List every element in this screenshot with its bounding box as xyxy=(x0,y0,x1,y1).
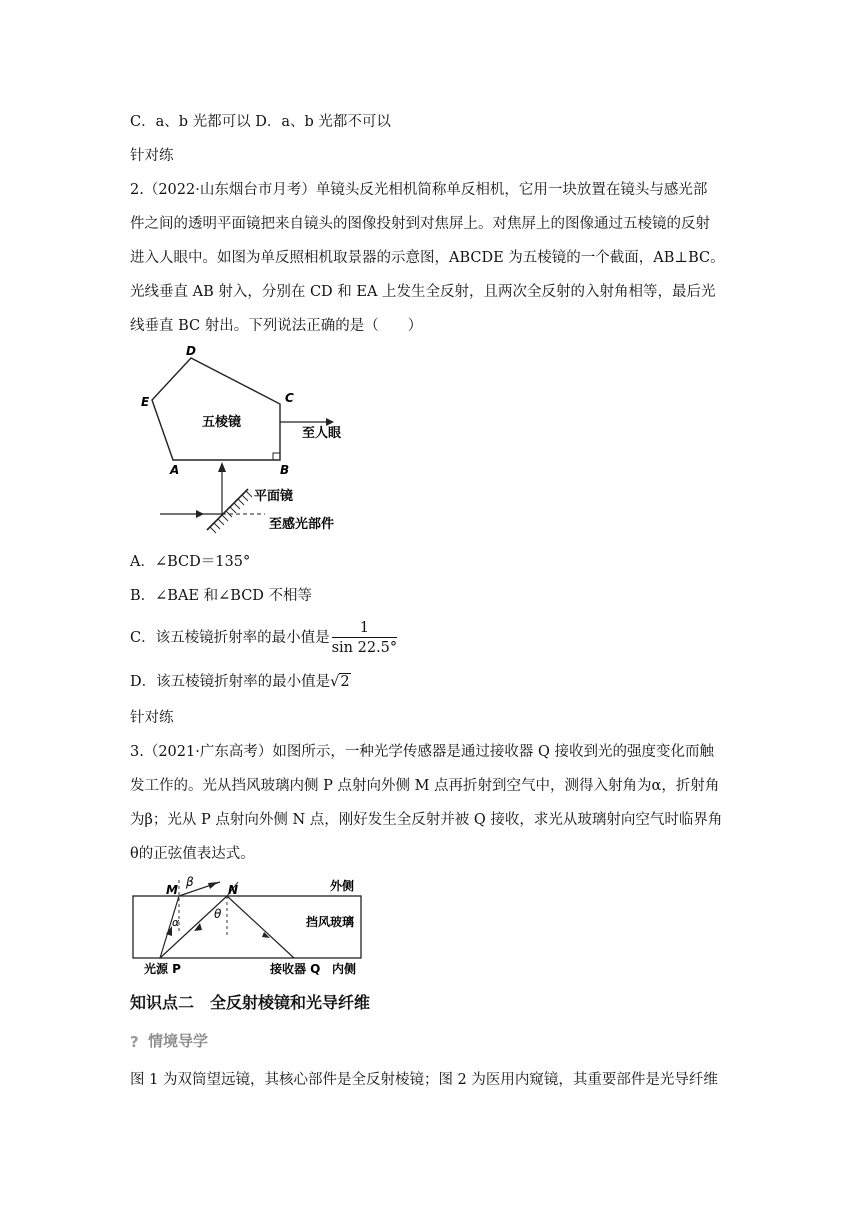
label-C: C xyxy=(285,391,294,405)
q2-line-4: 光线垂直 AB 射入，分别在 CD 和 EA 上发生全反射，且两次全反射的入射角相等，最后光 xyxy=(130,284,716,300)
label-outer: 外侧 xyxy=(330,879,355,893)
label-alpha: α xyxy=(172,916,180,929)
q2-option-c-text: C．该五棱镜折射率的最小值是 xyxy=(130,630,330,646)
fraction xyxy=(332,619,398,658)
pentaprism-diagram xyxy=(130,342,390,542)
sqrt-expression: √2 xyxy=(330,674,350,690)
sensor-label: 至感光部件 xyxy=(269,517,335,532)
label-B: B xyxy=(280,463,290,477)
label-M: M xyxy=(166,883,178,897)
q3-line-3: 为β；光从 P 点射向外侧 N 点，刚好发生全反射并被 Q 接收，求光从玻璃射向空气时临界角 xyxy=(130,812,723,828)
q2-line-2: 件之间的透明平面镜把来自镜头的图像投射到对焦屏上。对焦屏上的图像通过五棱镜的反射 xyxy=(130,216,710,232)
options-line-prev: C．a、b 光都可以 D．a、b 光都不可以 xyxy=(130,114,391,130)
q2-option-c xyxy=(130,618,397,658)
label-theta: θ xyxy=(214,907,222,921)
practice-label: 针对练 xyxy=(130,148,174,164)
section-title: 知识点二 全反射棱镜和光导纤维 xyxy=(130,993,371,1012)
label-A: A xyxy=(170,463,180,477)
q3-line-2: 发工作的。光从挡风玻璃内侧 P 点射向外侧 M 点再折射到空气中，测得入射角为α，折射角 xyxy=(130,778,720,794)
label-D: D xyxy=(186,344,196,358)
fraction-denominator: sin 22.5° xyxy=(331,639,398,656)
q2-line-3: 进入人眼中。如图为单反照相机取景器的示意图，ABCDE 为五棱镜的一个截面，AB⊥BC。 xyxy=(130,250,725,266)
q2-line-1: 2.（2022·山东烟台市月考）单镜头反光相机简称单反相机，它用一块放置在镜头与感光部 xyxy=(130,182,708,198)
body-text-line: 图 1 为双筒望远镜，其核心部件是全反射棱镜；图 2 为医用内窥镜，其重要部件是光导纤维 xyxy=(130,1072,718,1088)
label-E: E xyxy=(141,395,150,409)
guide-heading xyxy=(130,1030,208,1051)
label-source: 光源 P xyxy=(144,962,181,976)
eye-label: 至人眼 xyxy=(302,426,342,441)
q2-option-d-text: D．该五棱镜折射率的最小值是 xyxy=(130,674,331,690)
label-inner: 内侧 xyxy=(332,962,357,976)
sqrt-radicand: 2 xyxy=(340,674,350,690)
question-mark-icon: ? xyxy=(130,1032,139,1051)
q2-line-5: 线垂直 BC 射出。下列说法正确的是（ ） xyxy=(130,318,423,334)
prism-label: 五棱镜 xyxy=(202,415,242,430)
q2-option-a: A．∠BCD＝135° xyxy=(130,554,251,570)
label-glass: 挡风玻璃 xyxy=(306,915,355,929)
guide-title: 情境导学 xyxy=(148,1032,209,1050)
q2-option-d xyxy=(130,672,351,692)
label-receiver: 接收器 Q xyxy=(270,962,321,976)
windshield-diagram xyxy=(130,874,370,980)
practice-label: 针对练 xyxy=(130,710,174,726)
fraction-numerator: 1 xyxy=(332,619,398,638)
q2-option-b: B．∠BAE 和∠BCD 不相等 xyxy=(130,588,313,604)
label-N: N xyxy=(228,883,239,897)
mirror-label: 平面镜 xyxy=(254,489,294,504)
label-beta: β xyxy=(186,875,194,889)
q3-line-1: 3.（2021·广东高考）如图所示，一种光学传感器是通过接收器 Q 接收到光的强度变化而触 xyxy=(130,744,714,760)
q3-line-4: θ的正弦值表达式。 xyxy=(130,846,255,862)
